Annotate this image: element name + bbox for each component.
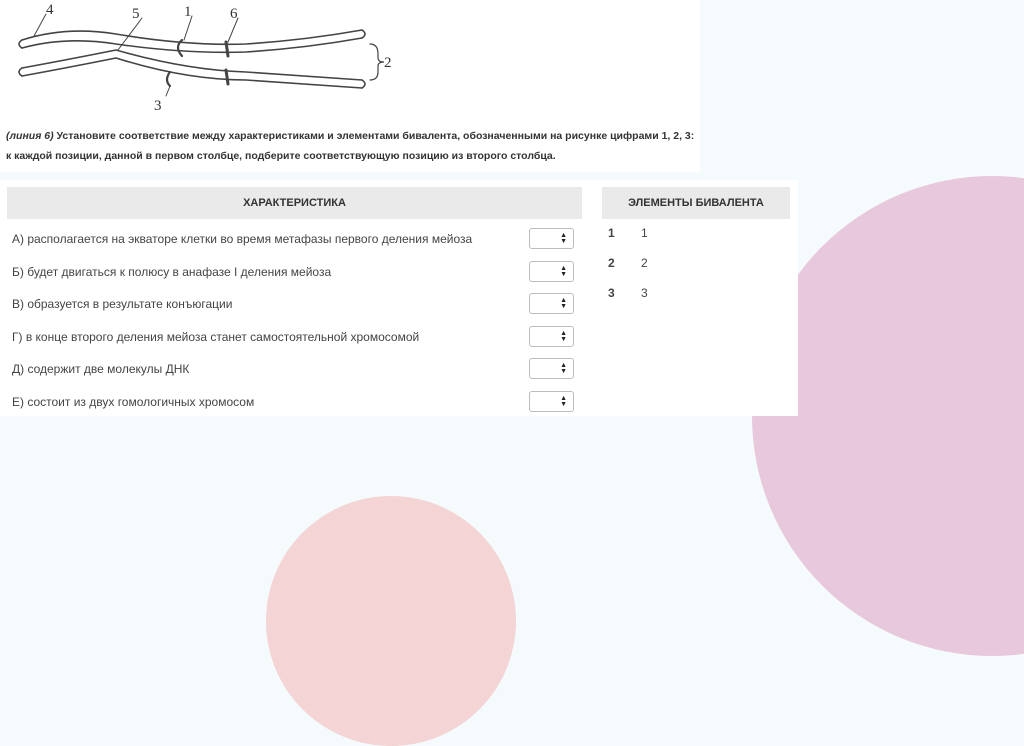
list-item <box>608 256 648 286</box>
bivalent-diagram <box>6 0 406 118</box>
element-label: 1 <box>641 226 648 240</box>
row-text: Б) будет двигаться к полюсу в анафазе I деления мейоза <box>12 264 332 279</box>
select-arrows-icon: ▲ ▼ <box>560 362 567 375</box>
row-text: Д) содержит две молекулы ДНК <box>12 362 190 377</box>
table-row <box>12 256 582 289</box>
row-text: А) располагается на экваторе клетки во время метафазы первого деления мейоза <box>12 232 473 247</box>
table-row <box>12 386 582 419</box>
element-number: 2 <box>608 256 615 270</box>
row-text: В) образуется в результате конъюгации <box>12 297 233 312</box>
diagram-label-5: 5 <box>132 6 140 22</box>
question-instruction <box>6 126 696 166</box>
answer-select-v[interactable] <box>529 293 574 314</box>
characteristic-header: ХАРАКТЕРИСТИКА <box>7 187 582 219</box>
instruction-text: Установите соответствие между характеристиками и элементами бивалента, обозначенными на рисунке цифрами 1, 2, 3: к каждой позиции, данной в первом столбце, подберите соответствующую позицию из второго столбца. <box>6 130 695 162</box>
table-row <box>12 288 582 321</box>
answer-select-a[interactable] <box>529 228 574 249</box>
diagram-label-3: 3 <box>154 98 162 114</box>
instruction-prefix: (линия 6) <box>6 130 54 142</box>
question-panel <box>0 0 700 172</box>
element-label: 2 <box>641 256 648 270</box>
diagram-label-1: 1 <box>184 4 192 20</box>
diagram-label-6: 6 <box>230 6 238 22</box>
answer-select-g[interactable] <box>529 326 574 347</box>
element-number: 1 <box>608 226 615 240</box>
select-arrows-icon: ▲ ▼ <box>560 394 567 408</box>
select-arrows-icon: ▲ ▼ <box>560 264 567 278</box>
list-item <box>608 226 648 256</box>
diagram-label-4: 4 <box>46 2 54 18</box>
diagram-label-2: 2 <box>384 55 392 71</box>
characteristics-list <box>12 223 582 418</box>
elements-list <box>608 226 648 316</box>
list-item <box>608 286 648 316</box>
answer-select-d[interactable] <box>529 358 574 379</box>
decorative-circle-salmon <box>266 496 516 746</box>
select-arrows-icon: ▲ ▼ <box>560 329 567 343</box>
select-arrows-icon: ▲ ▼ <box>560 232 567 245</box>
elements-header: ЭЛЕМЕНТЫ БИВАЛЕНТА <box>602 187 790 219</box>
element-number: 3 <box>608 286 615 300</box>
table-row <box>12 321 582 354</box>
row-text: Г) в конце второго деления мейоза станет самостоятельной хромосомой <box>12 329 420 344</box>
element-label: 3 <box>641 286 648 300</box>
matching-table <box>0 180 798 416</box>
select-arrows-icon: ▲ ▼ <box>560 297 567 310</box>
table-row <box>12 223 582 256</box>
row-text: Е) состоит из двух гомологичных хромосом <box>12 394 255 409</box>
table-row <box>12 353 582 386</box>
answer-select-b[interactable] <box>529 261 574 282</box>
answer-select-e[interactable] <box>529 391 574 412</box>
